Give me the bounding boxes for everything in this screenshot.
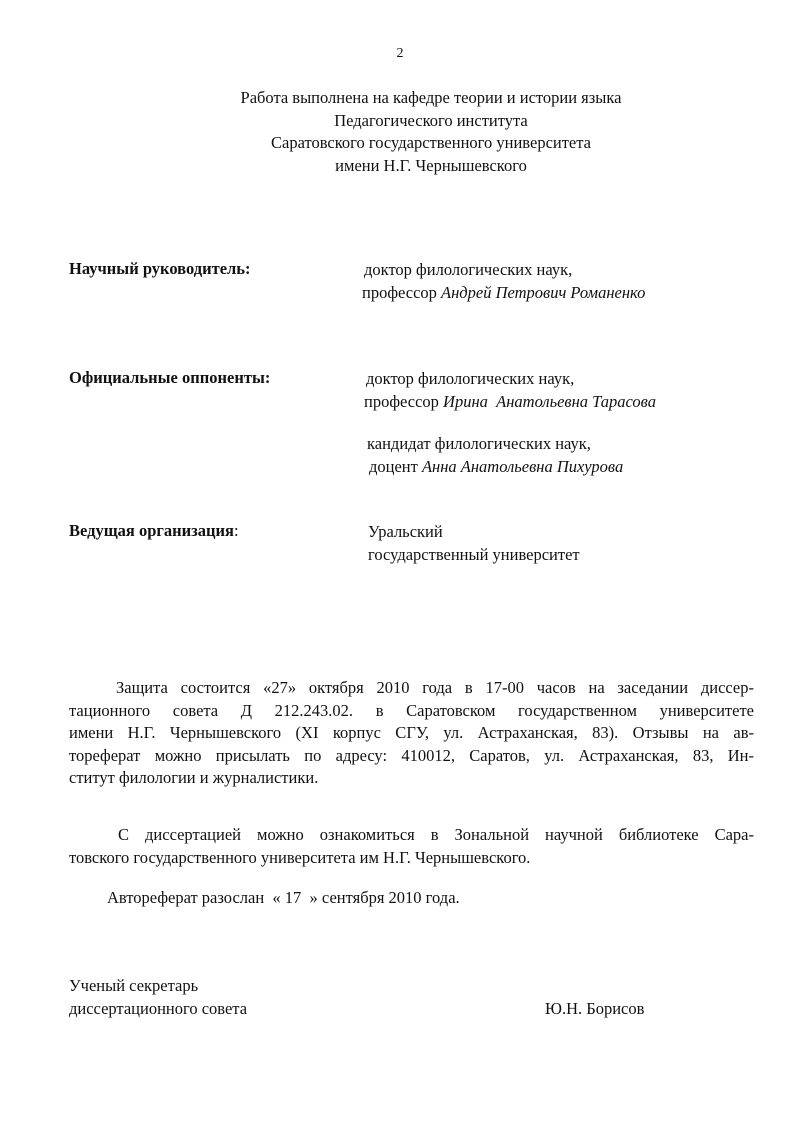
opponent1-title: профессор	[364, 392, 439, 411]
opponents-label: Официальные оппоненты:	[69, 368, 271, 387]
leading-org-label-wrap	[69, 521, 239, 541]
header-line-3: Саратовского государственного университета	[271, 133, 591, 152]
defense-paragraph	[69, 677, 754, 790]
defense-line-4: тореферат можно присылать по адресу: 410012, Саратов, ул. Астраханская, 83, Ин-	[69, 745, 754, 765]
defense-line-2: тационного совета Д 212.243.02. в Саратовском государственном университете	[69, 700, 754, 720]
opponent1-degree: доктор филологических наук,	[366, 369, 575, 388]
header-line-2: Педагогического института	[334, 110, 528, 130]
opponent1-name: Ирина Анатольевна Тарасова	[443, 392, 656, 411]
defense-line-3: имени Н.Г. Чернышевского (XI корпус СГУ, ул. Астраханская, 83). Отзывы на ав-	[69, 723, 754, 742]
defense-line-1: Защита состоится «27» октября 2010 года в 17-00 часов на заседании диссер-	[116, 678, 754, 697]
defense-line-5: ститут филологии и журналистики.	[69, 768, 319, 787]
library-line-1: С диссертацией можно ознакомиться в Зональной научной библиотеке Сара-	[118, 825, 754, 844]
abstract-sent-line: Автореферат разослан « 17 » сентября 2010 года.	[107, 888, 460, 907]
leading-org-line-1: Уральский	[368, 522, 443, 541]
supervisor-degree: доктор филологических наук,	[364, 260, 573, 279]
header-line-4: имени Н.Г. Чернышевского	[335, 155, 527, 175]
institution-header	[0, 87, 800, 177]
opponent2-name: Анна Анатольевна Пихурова	[421, 457, 624, 476]
header-line-1: Работа выполнена на кафедре теории и истории языка	[240, 88, 622, 107]
supervisor-title: профессор	[362, 283, 437, 302]
secretary-line-1: Ученый секретарь	[69, 976, 199, 995]
secretary-line-2: диссертационного совета	[69, 999, 248, 1018]
supervisor-name: Андрей Петрович Романенко	[441, 283, 646, 302]
leading-org-line-2: государственный университет	[368, 545, 580, 564]
secretary-name: Ю.Н. Борисов	[545, 999, 645, 1018]
library-line-2: товского государственного университета им Н.Г. Чернышевского.	[69, 847, 531, 867]
leading-org-label: Ведущая организация	[69, 521, 234, 540]
opponent1-title-name	[364, 391, 656, 414]
opponent2-title-name	[369, 456, 623, 479]
leading-org-colon: :	[233, 521, 239, 540]
opponent2-degree: кандидат филологических наук,	[367, 434, 591, 453]
opponent2-title: доцент	[369, 457, 418, 476]
supervisor-title-name	[362, 282, 645, 305]
page-number: 2	[396, 46, 404, 61]
supervisor-label: Научный руководитель:	[69, 259, 251, 278]
library-paragraph	[69, 824, 754, 869]
